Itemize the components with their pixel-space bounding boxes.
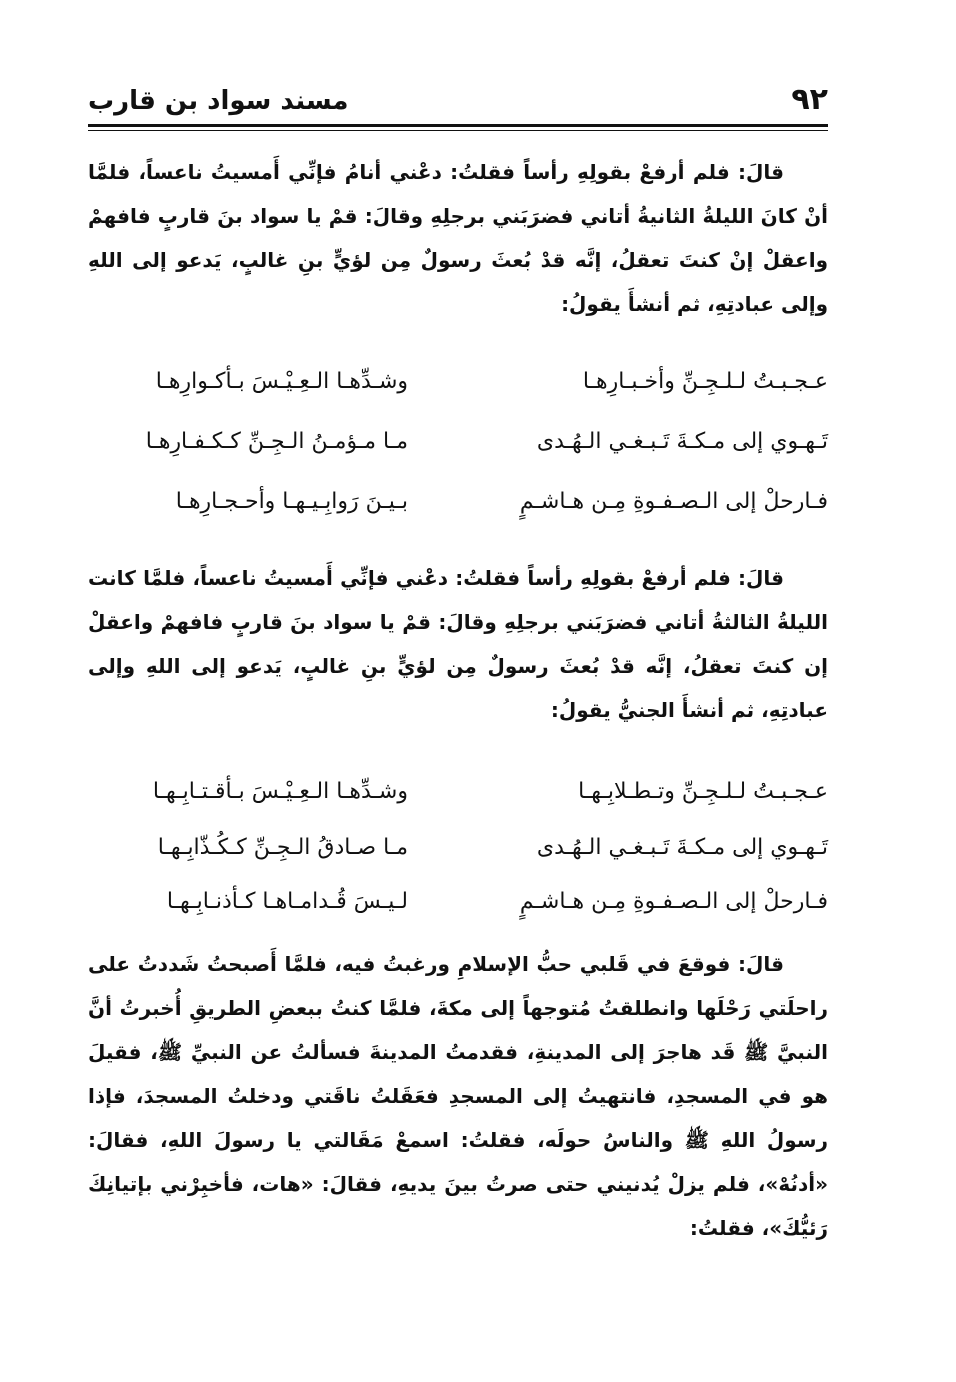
- page-number: ٩٢: [791, 82, 828, 117]
- paragraph-2-text: قالَ: فلم أرفعْ بقولِهِ رأساً فقلتُ: دعْني فإنِّي أَمسيتُ ناعساً، فلمَّا كانت الليلةُ الثالثةُ أتاني فضرَبَني برجلِهِ وقالَ: قمْ يا سواد بنَ قاربٍ فافهمْ واعقلْ إن كنتَ تعقلُ، إنَّه قدْ بُعثَ رسولٌ مِن لؤيٍّ بنِ غالبٍ، يَدعو إلى اللهِ وإلى عبادتِهِ، ثم أنشأَ الجنيُّ يقولُ:: [88, 566, 828, 722]
- hemistich-first: عـجـبـتُ لـلـجِـنِّ وتـطـلابِـهـا: [578, 779, 828, 804]
- poem-2-verse-3: [88, 880, 828, 924]
- hemistich-first: تَـهـوي إلى مـكـةَ تَـبـغـي الـهُـدى: [536, 835, 828, 860]
- hemistich-second: وشـدِّهـا الـعِـيْـسَ بـأقـتـابِـهـا: [152, 779, 408, 804]
- paragraph-2: [88, 556, 828, 732]
- poem-2-verse-2: [88, 826, 828, 870]
- header-rule-thin: [88, 130, 828, 131]
- paragraph-3-text: قالَ: فوقعَ في قَلبي حبُّ الإسلامِ ورغبتُ فيه، فلمَّا أَصبحتُ شَددتُ على راحلَتي رَحْلَها وانطلقتُ مُتوجهاً إلى مكةَ، فلمَّا كنتُ ببعضِ الطريقِ أُخبرتُ أنَّ النبيَّ ﷺ قَد هاجرَ إلى المدينةِ، فقدمتُ المدينةَ فسألتُ عن النبيِّ ﷺ، فقيلَ هو في المسجدِ، فانتهيتُ إلى المسجدِ فعَقَلتُ ناقَتي ودخلتُ المسجدَ، فإذا رسولُ اللهِ ﷺ والناسُ حولَه، فقلتُ: اسمعْ مَقَالتي يا رسولَ اللهِ، فقالَ: «أدنُهْ»، فلم يزلْ يُدنيني حتى صرتُ بينَ يديهِ، فقالَ: «هات، فأخبِرْني بإتيانِكَ رَئيُّكَ»، فقلتُ:: [88, 952, 828, 1240]
- paragraph-1: [88, 150, 828, 326]
- poem-2-verse-1: [88, 770, 828, 814]
- poem-1-verse-3: [88, 480, 828, 524]
- hemistich-first: فـارحلْ إلى الـصـفـوةِ مِـن هـاشـمٍ: [519, 889, 828, 914]
- running-title: مسند سواد بن قارب: [88, 86, 349, 116]
- hemistich-second: مـا مـؤمـنُ الـجِـنِّ كـكـفـارِهـا: [145, 429, 408, 454]
- hemistich-second: لـيـسَ قُـدامـاهـا كـأذنـابِـهـا: [166, 889, 408, 914]
- poem-1-verse-1: [88, 360, 828, 404]
- hemistich-first: فـارحلْ إلى الـصـفـوةِ مِـن هـاشـمٍ: [519, 489, 828, 514]
- hemistich-second: بـيـنَ رَوابِـيـهـا وأحـجـارِهـا: [175, 489, 408, 514]
- hemistich-first: عـجـبـتُ لـلـجِـنِّ وأخـبـارِهـا: [582, 369, 828, 394]
- hemistich-first: تَـهـوي إلى مـكـةَ تَـبـغـي الـهُـدى: [536, 429, 828, 454]
- hemistich-second: مـا صـادقُ الـجِـنِّ كـكُـذّابِـهـا: [157, 835, 408, 860]
- page-header: [88, 82, 828, 122]
- header-rule-thick: [88, 124, 828, 127]
- hemistich-second: وشـدِّهـا الـعِـيْـسَ بـأكـوارِهـا: [155, 369, 408, 394]
- poem-1-verse-2: [88, 420, 828, 464]
- paragraph-3: [88, 942, 828, 1250]
- paragraph-1-text: قالَ: فلم أرفعْ بقولِهِ رأساً فقلتُ: دعْني أنامُ فإنِّي أَمسيتُ ناعساً، فلمَّا أنْ كانَ الليلةُ الثانيةُ أتاني فضرَبَني برجلِهِ وقالَ: قمْ يا سواد بنَ قاربٍ فافهمْ واعقلْ إنْ كنتَ تعقلُ، إنَّه قدْ بُعثَ رسولٌ مِن لؤيٍّ بنِ غالبٍ، يَدعو إلى اللهِ وإلى عبادتِهِ، ثم أنشأَ يقولُ:: [88, 160, 828, 316]
